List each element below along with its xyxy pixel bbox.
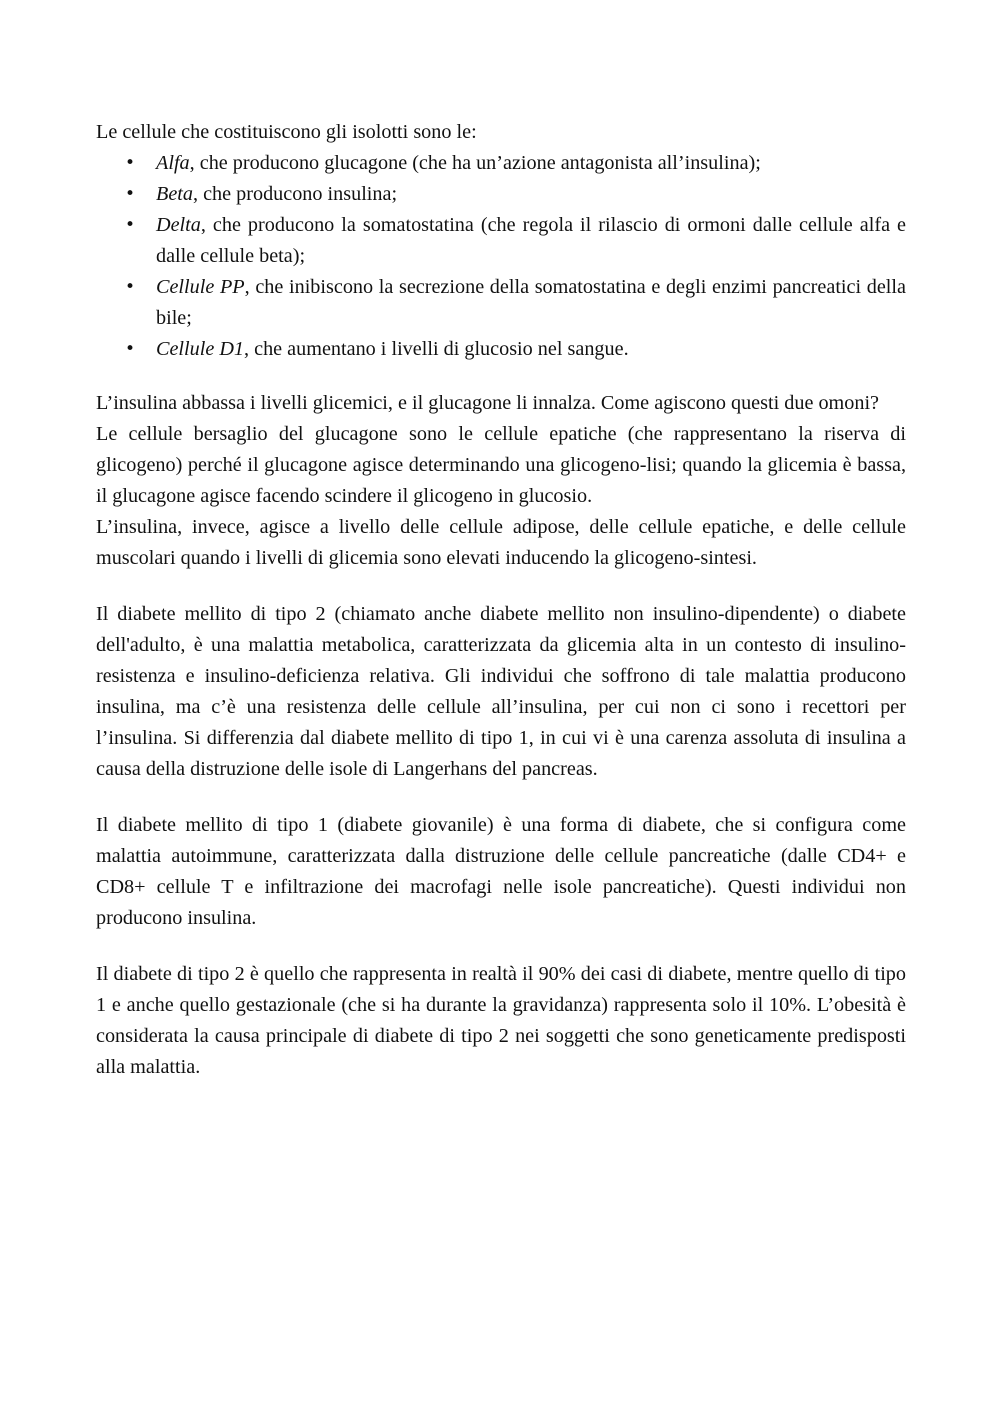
cell-term: Cellule PP [156,276,245,298]
cell-term: Cellule D1 [156,338,245,360]
cell-term: Beta [156,183,193,205]
cell-description: , che producono glucagone (che ha un’azione antagonista all’insulina); [189,152,761,174]
paragraph-insulin-glucagon: L’insulina abbassa i livelli glicemici, e il glucagone li innalza. Come agiscono questi due omoni? [96,392,880,414]
paragraph-type2-diabetes: Il diabete mellito di tipo 2 (chiamato anche diabete mellito non insulino-dipendente) o diabete dell'adulto, è una malattia metabolica, caratterizzata da glicemia alta in un contesto di insulino-resistenza e insulino-deficienza relativa. Gli individui che soffrono di tale malattia producono insulina, ma c’è una resistenza delle cellule all’insulina, per cui non ci sono i recettori per l’insulina. Si differenzia dal diabete mellito di tipo 1, in cui vi è una carenza assoluta di insulina a causa della distruzione delle isole di Langerhans del pancreas. [96,603,906,780]
list-item [96,179,906,210]
cell-description: , che aumentano i livelli di glucosio nel sangue. [244,338,629,360]
bullet-icon: • [125,153,136,173]
document-page [96,117,906,1083]
paragraph-prevalence: Il diabete di tipo 2 è quello che rappresenta in realtà il 90% dei casi di diabete, mentre quello di tipo 1 e anche quello gestazionale (che si ha durante la gravidanza) rappresenta solo il 10%. L’obesità è considerata la causa principale di diabete di tipo 2 nei soggetti che sono geneticamente predisposti alla malattia. [96,963,906,1078]
cell-term: Delta [156,214,201,236]
bullet-icon: • [125,277,136,297]
paragraph-insulin-action: L’insulina, invece, agisce a livello delle cellule adipose, delle cellule epatiche, e delle cellule muscolari quando i livelli di glicemia sono elevati inducendo la glicogeno-sintesi. [96,516,906,569]
intro-text: Le cellule che costituiscono gli isolotti sono le: [96,121,477,143]
bullet-icon: • [125,339,136,359]
list-item [96,334,906,365]
cell-description: , che producono insulina; [193,183,398,205]
cell-type-list [96,148,906,365]
paragraph-type1-diabetes: Il diabete mellito di tipo 1 (diabete giovanile) è una forma di diabete, che si configura come malattia autoimmune, caratterizzata dalla distruzione delle cellule pancreatiche (dalle CD4+ e CD8+ cellule T e infiltrazione dei macrofagi nelle isole pancreatiche). Questi individui non producono insulina. [96,814,906,929]
bullet-icon: • [125,184,136,204]
list-item [96,272,906,334]
cell-description: , che inibiscono la secrezione della somatostatina e degli enzimi pancreatici della bile; [156,276,906,329]
list-item [96,210,906,272]
cell-description: , che producono la somatostatina (che regola il rilascio di ormoni dalle cellule alfa e dalle cellule beta); [156,214,906,267]
paragraph-glucagon-targets: Le cellule bersaglio del glucagone sono le cellule epatiche (che rappresentano la riserva di glicogeno) perché il glucagone agisce determinando una glicogeno-lisi; quando la glicemia è bassa, il glucagone agisce facendo scindere il glicogeno in glucosio. [96,423,906,507]
list-item [96,148,906,179]
bullet-icon: • [125,215,136,235]
cell-term: Alfa [156,152,190,174]
